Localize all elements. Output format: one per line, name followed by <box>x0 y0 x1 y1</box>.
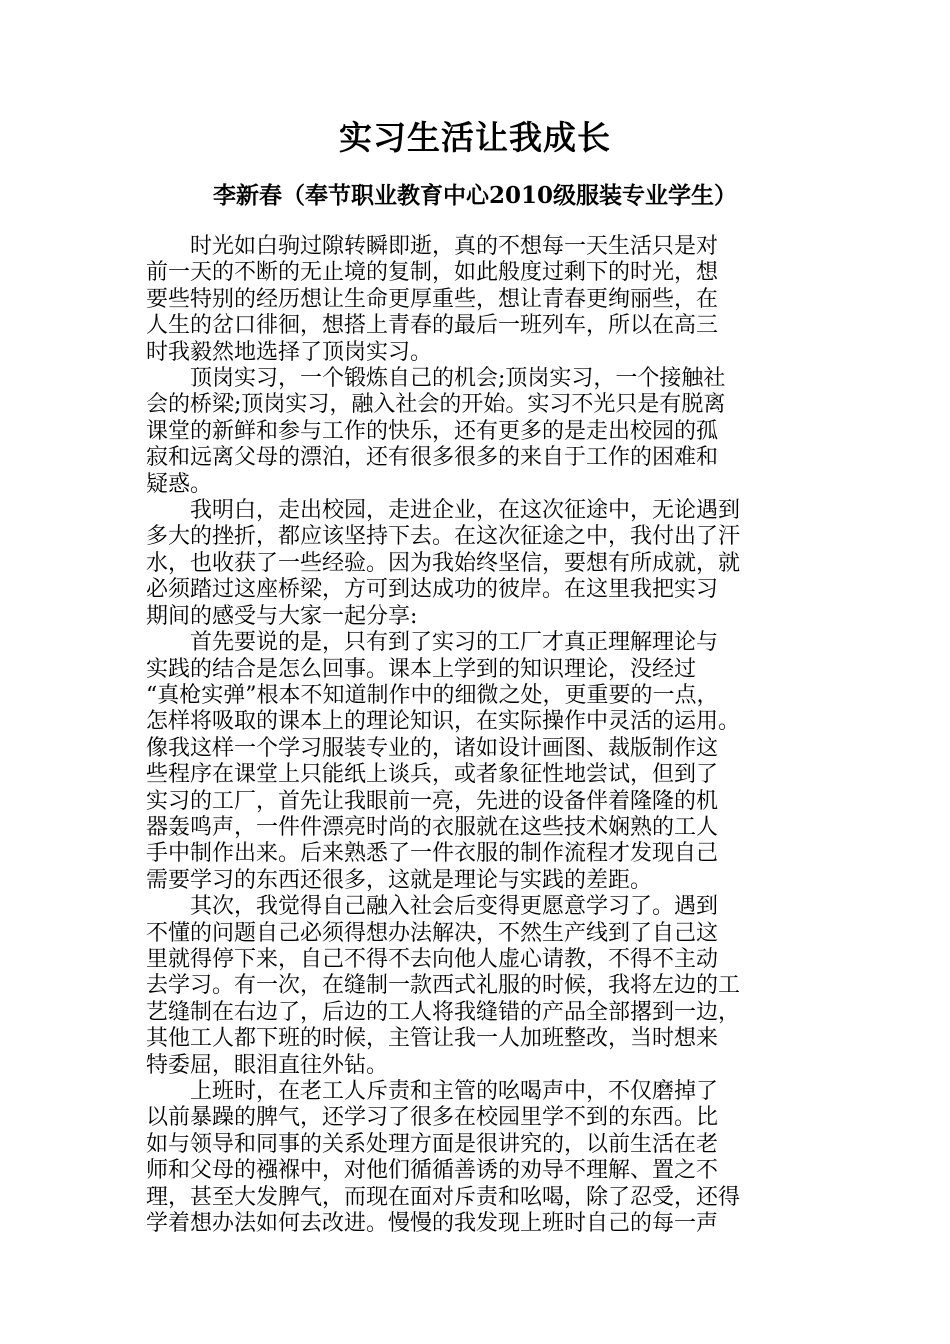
text-line: 首先要说的是，只有到了实习的工厂才真正理解理论与 <box>190 630 719 656</box>
text-line: 其次，我觉得自己融入社会后变得更愿意学习了。遇到 <box>190 894 719 920</box>
text-line: “真枪实弹”根本不知道制作中的细微之处，更重要的一点， <box>146 682 719 708</box>
text-line: 多大的挫折，都应该坚持下去。在这次征途之中，我付出了汗 <box>146 524 741 550</box>
text-line: 我明白，走出校园，走进企业，在这次征途中，无论遇到 <box>190 498 741 524</box>
text-line: 上班时，在老工人斥责和主管的吆喝声中，不仅磨掉了 <box>190 1079 719 1104</box>
text-line: 里就得停下来，自己不得不去向他人虚心请教，不得不主动 <box>146 946 719 972</box>
text-line: 人生的岔口徘徊，想搭上青春的最后一班列车，所以在高三 <box>146 313 719 339</box>
paragraph-5 <box>146 894 810 1079</box>
text-line: 必须踏过这座桥梁，方可到达成功的彼岸。在这里我把实习 <box>146 577 719 603</box>
text-line: 会的桥梁;顶岗实习，融入社会的开始。实习不光只是有脱离 <box>146 392 726 418</box>
text-line: 疑惑。 <box>146 471 213 497</box>
text-line: 需要学习的东西还很多，这就是理论与实践的差距。 <box>146 867 653 893</box>
text-line: 学着想办法如何去改进。慢慢的我发现上班时自己的每一声 <box>146 1211 719 1237</box>
paragraph-6 <box>146 1079 810 1237</box>
text-line: 器轰鸣声，一件件漂亮时尚的衣服就在这些技术娴熟的工人 <box>146 814 719 840</box>
text-line: 些程序在课堂上只能纸上谈兵，或者象征性地尝试，但到了 <box>146 762 719 788</box>
document-title: 实习生活让我成长 <box>339 118 611 157</box>
text-line: 期间的感受与大家一起分享: <box>146 603 418 629</box>
text-line: 顶岗实习，一个锻炼自己的机会;顶岗实习，一个接触社 <box>190 366 726 392</box>
text-line: 如与领导和同事的关系处理方面是很讲究的，以前生活在老 <box>146 1131 719 1157</box>
text-line: 手中制作出来。后来熟悉了一件衣服的制作流程才发现自己 <box>146 841 719 867</box>
text-line: 实践的结合是怎么回事。课本上学到的知识理论，没经过 <box>146 656 697 682</box>
text-line: 去学习。有一次，在缝制一款西式礼服的时候，我将左边的工 <box>146 973 741 999</box>
paragraph-3 <box>146 498 810 630</box>
text-line: 以前暴躁的脾气，还学习了很多在校园里学不到的东西。比 <box>146 1105 719 1131</box>
text-line: 理，甚至大发脾气，而现在面对斥责和吆喝，除了忍受，还得 <box>146 1184 741 1210</box>
paragraph-2 <box>146 366 810 498</box>
text-line: 寂和远离父母的漂泊，还有很多很多的来自于工作的困难和 <box>146 445 719 471</box>
text-line: 艺缝制在右边了，后边的工人将我缝错的产品全部撂到一边， <box>146 999 741 1025</box>
document-subtitle: 李新春（奉节职业教育中心2010级服装专业学生） <box>212 182 737 209</box>
document-body <box>146 234 810 1237</box>
text-line: 时我毅然地选择了顶岗实习。 <box>146 339 433 365</box>
text-line: 时光如白驹过隙转瞬即逝，真的不想每一天生活只是对 <box>190 234 719 259</box>
paragraph-1 <box>146 234 810 366</box>
text-line: 要些特别的经历想让生命更厚重些，想让青春更绚丽些，在 <box>146 286 719 312</box>
text-line: 水，也收获了一些经验。因为我始终坚信，要想有所成就，就 <box>146 550 741 576</box>
text-line: 特委屈，眼泪直往外钻。 <box>146 1052 389 1078</box>
text-line: 课堂的新鲜和参与工作的快乐，还有更多的是走出校园的孤 <box>146 418 719 444</box>
text-line: 不懂的问题自己必须得想办法解决，不然生产线到了自己这 <box>146 920 719 946</box>
text-line: 怎样将吸取的课本上的理论知识，在实际操作中灵活的运用。 <box>146 709 741 735</box>
text-line: 前一天的不断的无止境的复制，如此般度过剩下的时光，想 <box>146 260 719 286</box>
text-line: 像我这样一个学习服装专业的，诸如设计画图、裁版制作这 <box>146 735 719 761</box>
text-line: 其他工人都下班的时候，主管让我一人加班整改，当时想来 <box>146 1026 719 1052</box>
paragraph-4 <box>146 630 810 894</box>
text-line: 实习的工厂，首先让我眼前一亮，先进的设备伴着隆隆的机 <box>146 788 719 814</box>
text-line: 师和父母的襁褓中，对他们循循善诱的劝导不理解、置之不 <box>146 1158 719 1184</box>
